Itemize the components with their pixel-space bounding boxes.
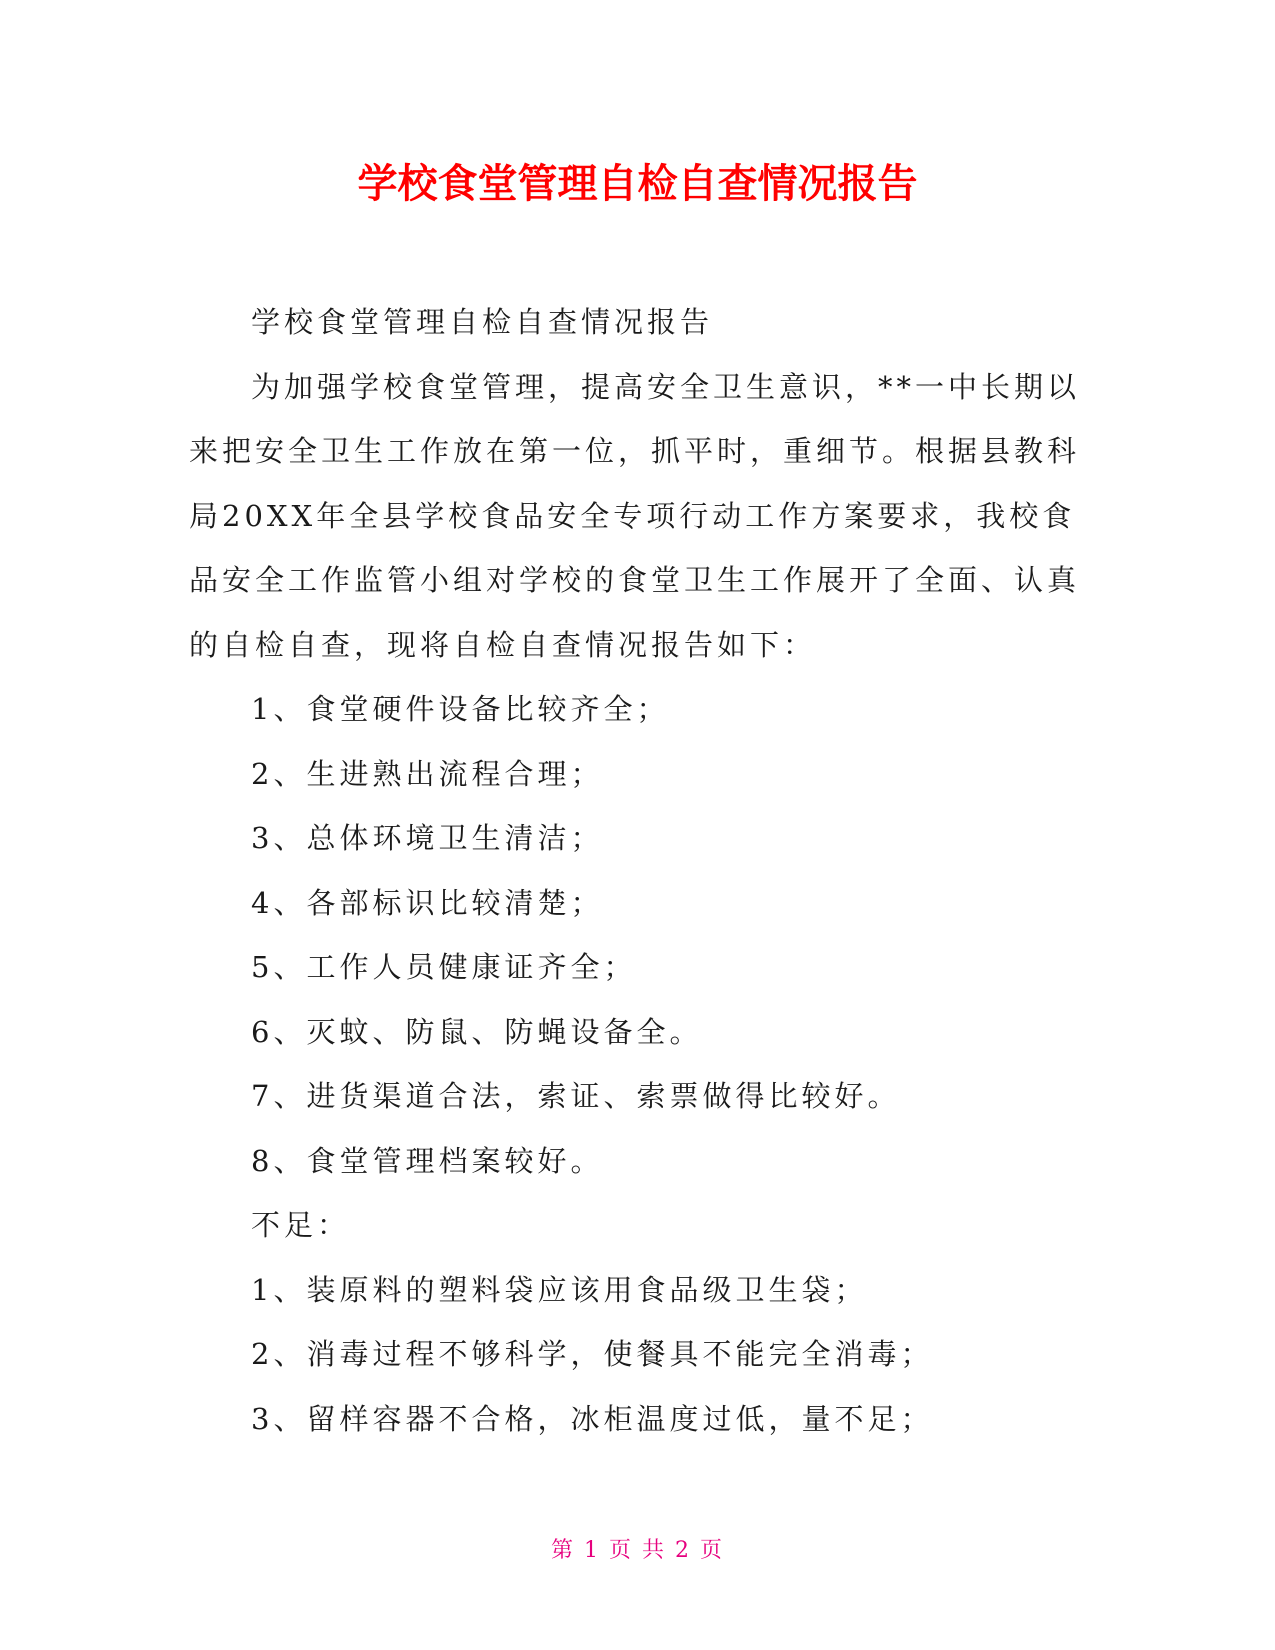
page-number-text: 第 1 页 共 2 页: [551, 1538, 724, 1563]
shortcoming-item-1: 1、装原料的塑料袋应该用食品级卫生袋；: [251, 1272, 868, 1307]
strength-item-7: 7、进货渠道合法，索证、索票做得比较好。: [251, 1079, 901, 1113]
heading-repeat: 学校食堂管理自检自查情况报告: [251, 305, 714, 339]
strength-item-8: 8、食堂管理档案较好。: [251, 1143, 604, 1178]
shortcoming-item-3: 3、留样容器不合格，冰柜温度过低，量不足；: [251, 1401, 934, 1436]
strength-item-2: 2、生进熟出流程合理；: [251, 756, 604, 791]
strength-item-3: 3、总体环境卫生清洁；: [251, 821, 604, 855]
intro-paragraph: 为加强学校食堂管理，提高安全卫生意识，**一中长期以来把安全卫生工作放在第一位，抓平时，重细节。根据县教科局20XX年全县学校食品安全专项行动工作方案要求，我校食品安全工作监管小组对学校的食堂卫生工作展开了全面、认真的自检自查，现将自检自查情况报告如下：: [189, 369, 1081, 662]
shortcomings-label: 不足：: [251, 1208, 351, 1242]
strength-item-5: 5、工作人员健康证齐全；: [251, 950, 637, 984]
document-title: 学校食堂管理自检自查情况报告: [357, 161, 918, 207]
page-footer: [0, 1536, 1275, 1566]
strength-item-1: 1、食堂硬件设备比较齐全；: [251, 692, 670, 726]
strength-item-6: 6、灭蚊、防鼠、防蝇设备全。: [251, 1014, 703, 1049]
document-body: [189, 290, 1089, 1451]
strength-item-4: 4、各部标识比较清楚；: [251, 885, 604, 920]
shortcoming-item-2: 2、消毒过程不够科学，使餐具不能完全消毒；: [251, 1337, 934, 1371]
